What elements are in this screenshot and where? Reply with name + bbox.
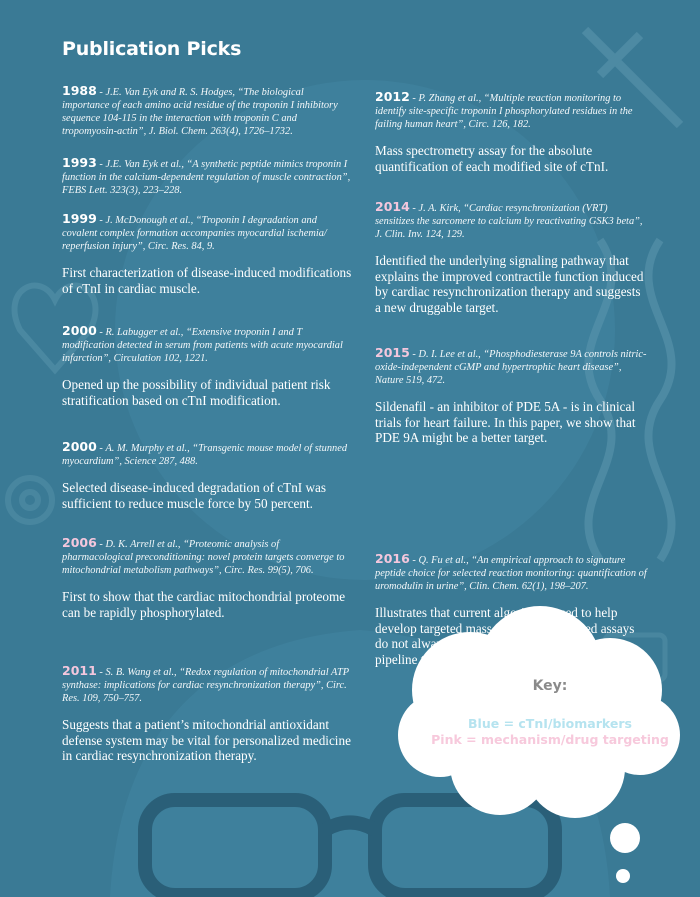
publication-year: 2015: [375, 345, 410, 360]
key-title: Key:: [532, 678, 568, 694]
publication-year: 2012: [375, 89, 410, 104]
publication-entry: [62, 536, 352, 620]
citation-text: Q. Fu et al., “An empirical approach to signature peptide choice for selected reaction monitoring: quantification of uromodulin in urine”, Clin. Chem. 62(1), 198–207.: [375, 555, 647, 592]
publication-entry: [375, 90, 647, 174]
page-title: Publication Picks: [62, 38, 242, 60]
publication-summary: First to show that the cardiac mitochondrial proteome can be rapidly phosphorylated.: [62, 589, 346, 620]
citation-text: D. K. Arrell et al., “Proteomic analysis of pharmacological preconditioning: novel protein targets converge to mitochondrial metabolism pathways”, Circ. Res. 99(5), 706.: [62, 539, 345, 576]
citation-text: J. A. Kirk, “Cardiac resynchronization (VRT) sensitizes the sarcomere to calcium by reactivating GSK3 beta”, J. Clin. Inv. 124, 129.: [375, 203, 643, 240]
publication-summary: Illustrates that current algorithms used to help develop targeted mass spectrometry based assays do not always work and provides an empirical pipeline to increase success rates.: [375, 605, 635, 667]
publication-citation: 2015 - D. I. Lee et al., “Phosphodiesterase 9A controls nitric-oxide-independent cGMP and hypertrophic heart disease”, Nature 519, 472.: [375, 345, 647, 386]
citation-text: D. I. Lee et al., “Phosphodiesterase 9A controls nitric-oxide-independent cGMP and hypertrophic heart disease”, Nature 519, 472.: [375, 349, 647, 386]
publication-citation: 2000 - R. Labugger et al., “Extensive troponin I and T modification detected in serum from patients with acute myocardial infarction”, Circulation 102, 1221.: [62, 323, 343, 364]
key-pink-label: Pink = mechanism/drug targeting: [431, 732, 669, 747]
publication-summary: Selected disease-induced degradation of cTnI was sufficient to reduce muscle force by 50 percent.: [62, 480, 327, 511]
publication-year: 1999: [62, 211, 97, 226]
citation-text: J.E. Van Eyk and R. S. Hodges, “The biological importance of each amino acid residue of the troponin I inhibitory sequence 104-115 in the interaction with troponin C and tropomyosin-actin”, J. Biol. Chem. 263(4), 1726–1732.: [62, 87, 338, 137]
publication-entry: [62, 440, 352, 511]
citation-text: P. Zhang et al., “Multiple reaction monitoring to identify site-specific troponin I phosphorylated residues in the failing human heart”, Circ. 126, 182.: [375, 93, 633, 130]
publication-year: 1988: [62, 83, 97, 98]
publication-entry: [375, 346, 647, 446]
citation-text: S. B. Wang et al., “Redox regulation of mitochondrial ATP synthase: implications for cardiac resynchronization therapy”, Circ. Res. 109, 750–757.: [62, 667, 349, 704]
publication-year: 1993: [62, 155, 97, 170]
publication-citation: 2000 - A. M. Murphy et al., “Transgenic mouse model of stunned myocardium”, Science 287, 488.: [62, 439, 348, 467]
citation-text: J.E. Van Eyk et al., “A synthetic peptide mimics troponin I function in the calcium-dependent regulation of muscle contraction”, FEBS Lett. 323(3), 223–228.: [62, 159, 351, 196]
publication-entry: [375, 200, 647, 315]
publication-entry: [62, 664, 352, 764]
publication-citation: 1999 - J. McDonough et al., “Troponin I degradation and covalent complex formation accompanies myocardial ischemia/ reperfusion injury”, Circ. Res. 84, 9.: [62, 211, 327, 252]
publication-entry: [62, 156, 352, 197]
publication-entry: [62, 324, 352, 408]
publication-year: 2016: [375, 551, 410, 566]
publication-summary: Mass spectrometry assay for the absolute quantification of each modified site of cTnI.: [375, 143, 609, 174]
publication-citation: 1988 - J.E. Van Eyk and R. S. Hodges, “The biological importance of each amino acid residue of the troponin I inhibitory sequence 104-115 in the interaction with troponin C and tropomyosin-actin”, J. Biol. Chem. 263(4), 1726–1732.: [62, 83, 338, 137]
publication-summary: Suggests that a patient’s mitochondrial antioxidant defense system may be vital for personalized medicine in cardiac resynchronization therapy.: [62, 717, 351, 763]
key-blue-label: Blue = cTnI/biomarkers: [468, 716, 632, 731]
publication-year: 2011: [62, 663, 97, 678]
publication-entry: [62, 84, 352, 138]
publication-summary: First characterization of disease-induced modifications of cTnI in cardiac muscle.: [62, 265, 352, 296]
publication-citation: 1993 - J.E. Van Eyk et al., “A synthetic peptide mimics troponin I function in the calcium-dependent regulation of muscle contraction”, FEBS Lett. 323(3), 223–228.: [62, 155, 351, 196]
publication-citation: 2014 - J. A. Kirk, “Cardiac resynchronization (VRT) sensitizes the sarcomere to calcium by reactivating GSK3 beta”, J. Clin. Inv. 124, 129.: [375, 199, 643, 240]
publication-summary: Identified the underlying signaling pathway that explains the improved contractile function induced by cardiac resynchronization therapy and suggests a new druggable target.: [375, 253, 644, 315]
citation-text: A. M. Murphy et al., “Transgenic mouse model of stunned myocardium”, Science 287, 488.: [62, 443, 348, 467]
publication-summary: Opened up the possibility of individual patient risk stratification based on cTnI modification.: [62, 377, 331, 408]
publication-citation: 2011 - S. B. Wang et al., “Redox regulation of mitochondrial ATP synthase: implications for cardiac resynchronization therapy”, Circ. Res. 109, 750–757.: [62, 663, 349, 704]
publication-entry: [375, 552, 647, 667]
publication-year: 2000: [62, 323, 97, 338]
thought-bubble-large: [610, 823, 640, 853]
publication-citation: 2016 - Q. Fu et al., “An empirical approach to signature peptide choice for selected reaction monitoring: quantification of uromodulin in urine”, Clin. Chem. 62(1), 198–207.: [375, 551, 647, 592]
publication-year: 2014: [375, 199, 410, 214]
publication-citation: 2006 - D. K. Arrell et al., “Proteomic analysis of pharmacological preconditioning: novel protein targets converge to mitochondrial metabolism pathways”, Circ. Res. 99(5), 706.: [62, 535, 345, 576]
citation-text: R. Labugger et al., “Extensive troponin I and T modification detected in serum from patients with acute myocardial infarction”, Circulation 102, 1221.: [62, 327, 343, 364]
publication-entry: [62, 212, 352, 296]
publication-year: 2000: [62, 439, 97, 454]
citation-text: J. McDonough et al., “Troponin I degradation and covalent complex formation accompanies myocardial ischemia/ reperfusion injury”, Circ. Res. 84, 9.: [62, 215, 327, 252]
publication-summary: Sildenafil - an inhibitor of PDE 5A - is in clinical trials for heart failure. In this paper, we show that PDE 9A might be a better target.: [375, 399, 636, 445]
publication-year: 2006: [62, 535, 97, 550]
thought-bubble-small: [616, 869, 630, 883]
publication-citation: 2012 - P. Zhang et al., “Multiple reaction monitoring to identify site-specific troponin I phosphorylated residues in the failing human heart”, Circ. 126, 182.: [375, 89, 633, 130]
